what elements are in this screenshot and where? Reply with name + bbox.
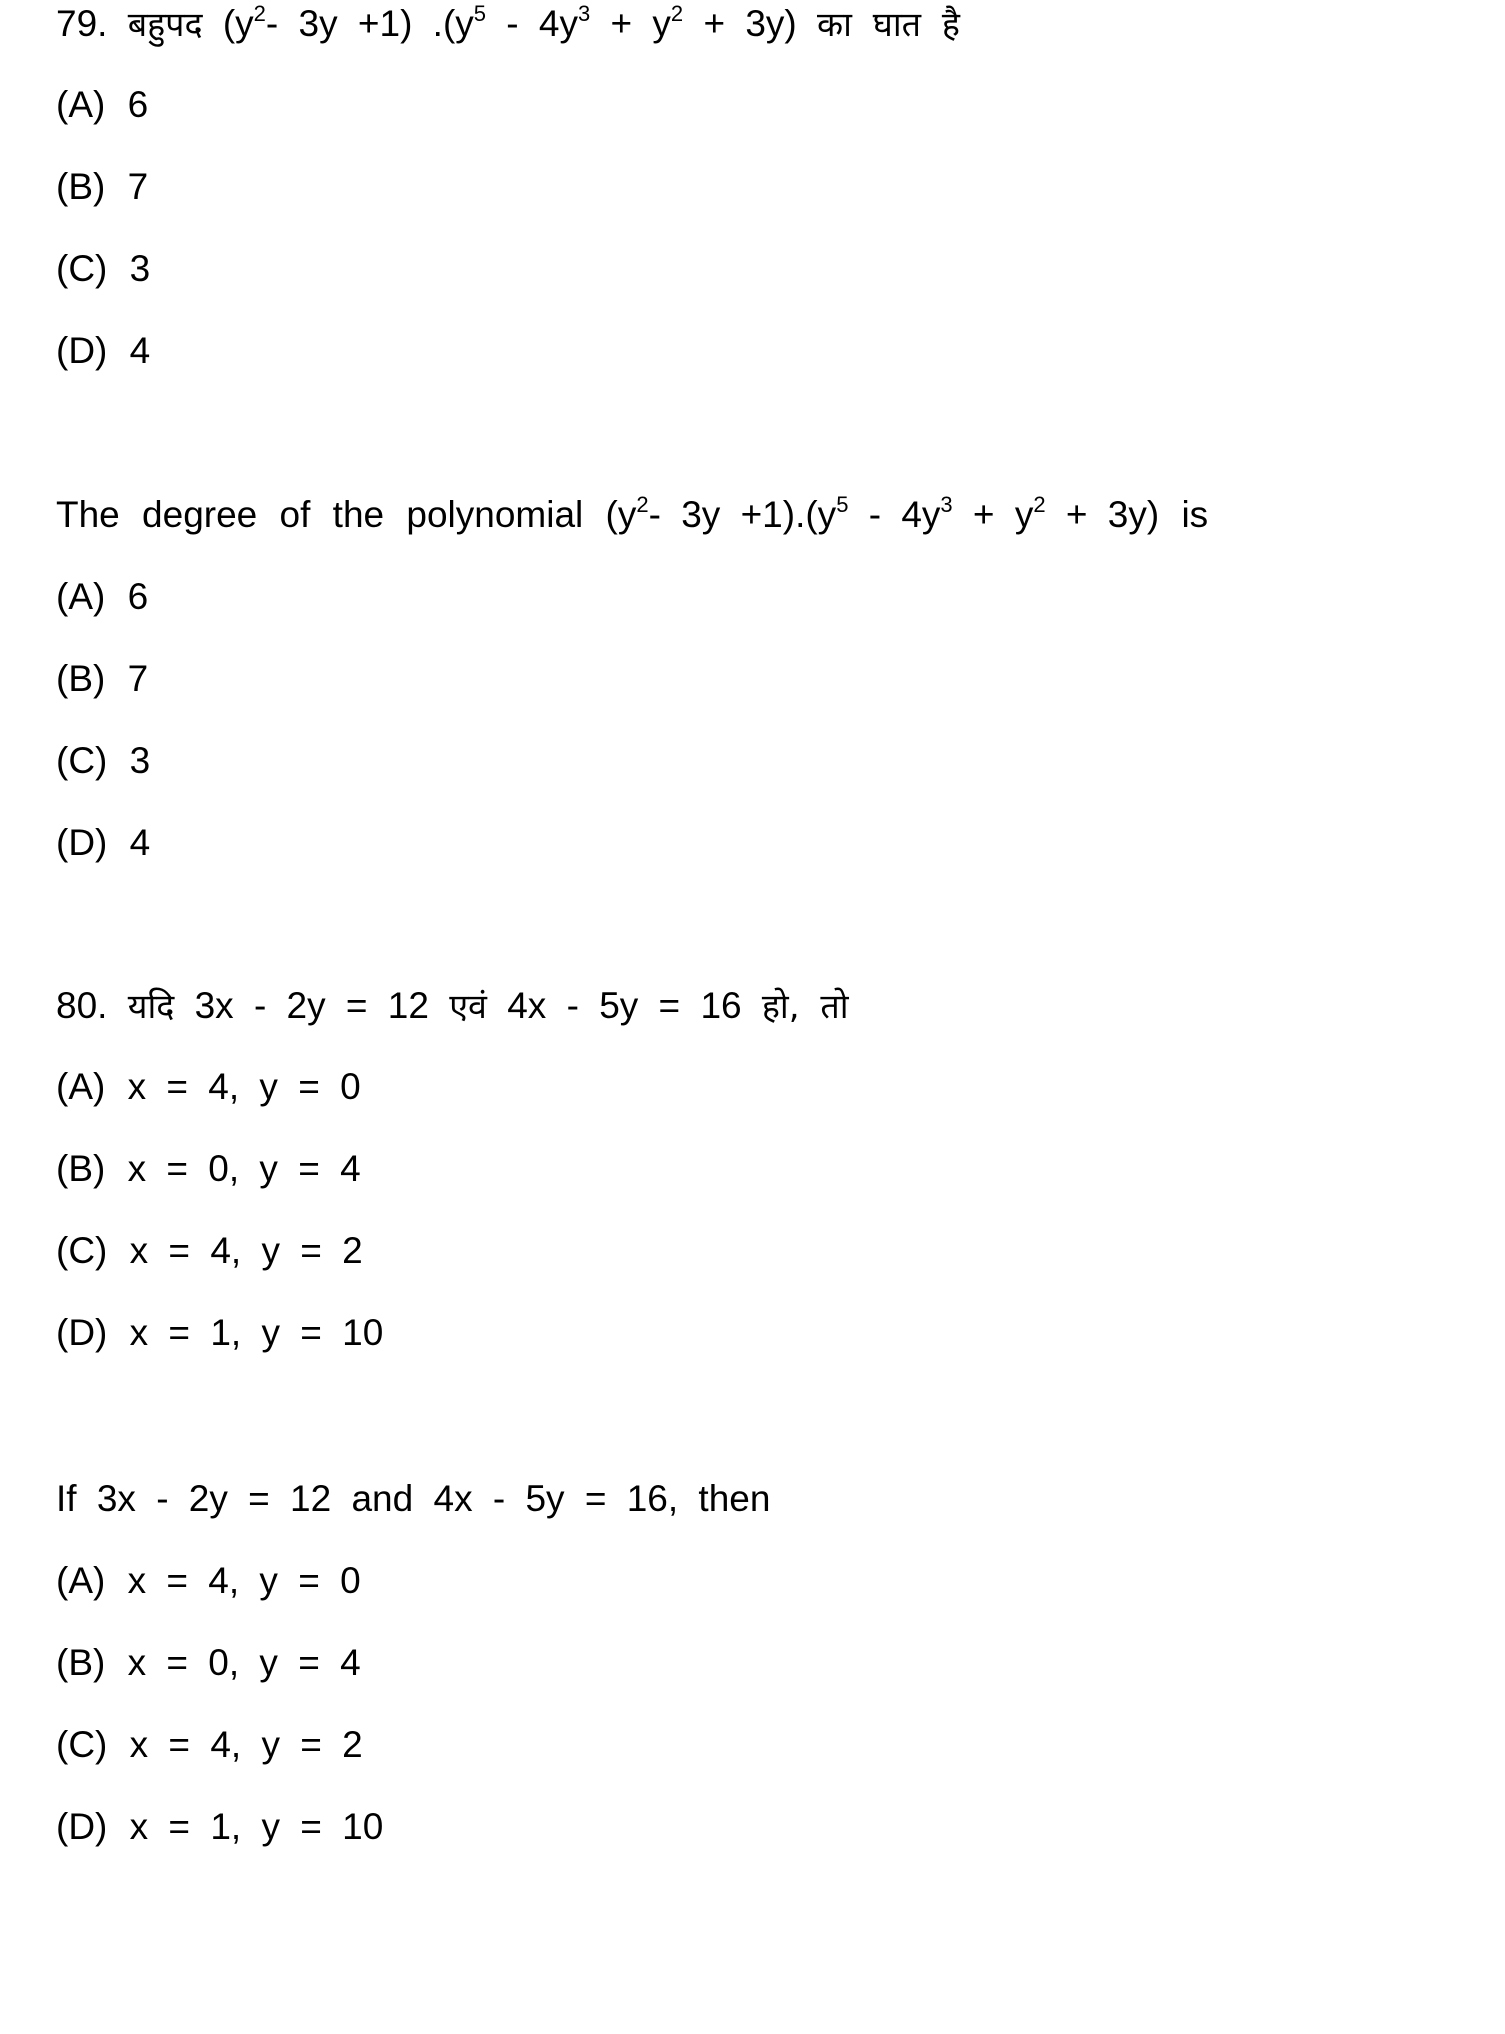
equation-2: 4x - 5y = 16,	[433, 1478, 679, 1519]
exponent: 2	[636, 491, 649, 517]
stem-lead-text: If	[56, 1478, 77, 1519]
option-text: 7	[127, 658, 149, 699]
option-label: (C)	[56, 740, 108, 781]
stem-lead-text: यदि	[127, 987, 175, 1027]
conjunction-text: and	[351, 1478, 414, 1519]
option-d[interactable]	[56, 331, 150, 371]
option-label: (D)	[56, 330, 108, 371]
option-text: 6	[127, 576, 149, 617]
question-number: 80.	[56, 985, 108, 1026]
expr-part: - 3y +1).(y	[648, 494, 837, 535]
option-text: x = 4, y = 0	[127, 1560, 361, 1601]
option-b[interactable]	[56, 1149, 361, 1189]
option-label: (C)	[56, 1724, 108, 1765]
option-label: (C)	[56, 1230, 108, 1271]
option-label: (B)	[56, 166, 106, 207]
polynomial-expression	[605, 491, 1160, 535]
exponent: 2	[670, 0, 684, 26]
option-label: (D)	[56, 822, 108, 863]
exponent: 2	[253, 0, 266, 26]
expr-part: - 3y +1) .(y	[265, 3, 474, 44]
option-text: x = 1, y = 10	[129, 1312, 384, 1353]
option-c[interactable]	[56, 1725, 363, 1765]
conjunction-text: एवं	[449, 987, 487, 1027]
stem-lead-text: बहुपद	[127, 5, 203, 45]
equation-2: 4x - 5y = 16	[507, 985, 742, 1026]
option-c[interactable]	[56, 741, 150, 781]
option-text: 7	[127, 166, 149, 207]
option-b[interactable]	[56, 167, 148, 207]
stem-tail-text: हो, तो	[761, 987, 849, 1027]
question-number: 79.	[56, 3, 108, 44]
expr-part: + y	[590, 3, 671, 44]
exponent: 3	[578, 0, 591, 26]
option-a[interactable]	[56, 1561, 361, 1601]
option-text: 3	[129, 248, 151, 289]
option-label: (A)	[56, 576, 106, 617]
option-d[interactable]	[56, 1807, 383, 1847]
option-text: x = 1, y = 10	[129, 1806, 384, 1847]
stem-lead-text: The degree of the polynomial	[56, 494, 584, 535]
option-label: (B)	[56, 1148, 106, 1189]
equation-1: 3x - 2y = 12	[96, 1478, 332, 1519]
option-label: (D)	[56, 1312, 108, 1353]
stem-tail-text: is	[1181, 494, 1209, 535]
option-text: x = 0, y = 4	[127, 1642, 361, 1683]
exponent: 2	[1033, 491, 1046, 517]
option-d[interactable]	[56, 823, 150, 863]
expr-part: + 3y)	[1045, 494, 1160, 535]
question-stem	[56, 491, 1209, 535]
option-text: x = 0, y = 4	[127, 1148, 361, 1189]
option-b[interactable]	[56, 1643, 361, 1683]
option-label: (B)	[56, 658, 106, 699]
stem-tail-text: का घात है	[817, 5, 960, 45]
expr-part: - 4y	[848, 494, 941, 535]
expr-part: - 4y	[486, 3, 578, 44]
option-label: (A)	[56, 1560, 106, 1601]
option-text: x = 4, y = 2	[129, 1230, 363, 1271]
option-c[interactable]	[56, 1231, 363, 1271]
option-label: (C)	[56, 248, 108, 289]
option-label: (A)	[56, 84, 106, 125]
option-label: (A)	[56, 1066, 106, 1107]
option-c[interactable]	[56, 249, 150, 289]
option-a[interactable]	[56, 1067, 361, 1107]
stem-tail-text: then	[698, 1478, 771, 1519]
option-text: 6	[127, 84, 149, 125]
polynomial-expression	[222, 0, 797, 44]
option-text: 4	[129, 330, 151, 371]
expr-part: + y	[952, 494, 1034, 535]
question-stem	[56, 1479, 770, 1519]
exponent: 5	[836, 491, 849, 517]
option-text: x = 4, y = 0	[127, 1066, 361, 1107]
expr-part: (y	[222, 3, 254, 44]
exponent: 5	[473, 0, 487, 26]
option-text: 4	[129, 822, 151, 863]
option-label: (B)	[56, 1642, 106, 1683]
question-stem	[56, 986, 849, 1026]
option-a[interactable]	[56, 85, 148, 125]
exponent: 3	[940, 491, 953, 517]
option-text: 3	[129, 740, 151, 781]
expr-part: + 3y)	[683, 3, 797, 44]
option-text: x = 4, y = 2	[129, 1724, 363, 1765]
equation-1: 3x - 2y = 12	[194, 985, 429, 1026]
option-b[interactable]	[56, 659, 148, 699]
option-a[interactable]	[56, 577, 148, 617]
expr-part: (y	[605, 494, 637, 535]
option-d[interactable]	[56, 1313, 383, 1353]
option-label: (D)	[56, 1806, 108, 1847]
question-stem	[56, 0, 960, 45]
